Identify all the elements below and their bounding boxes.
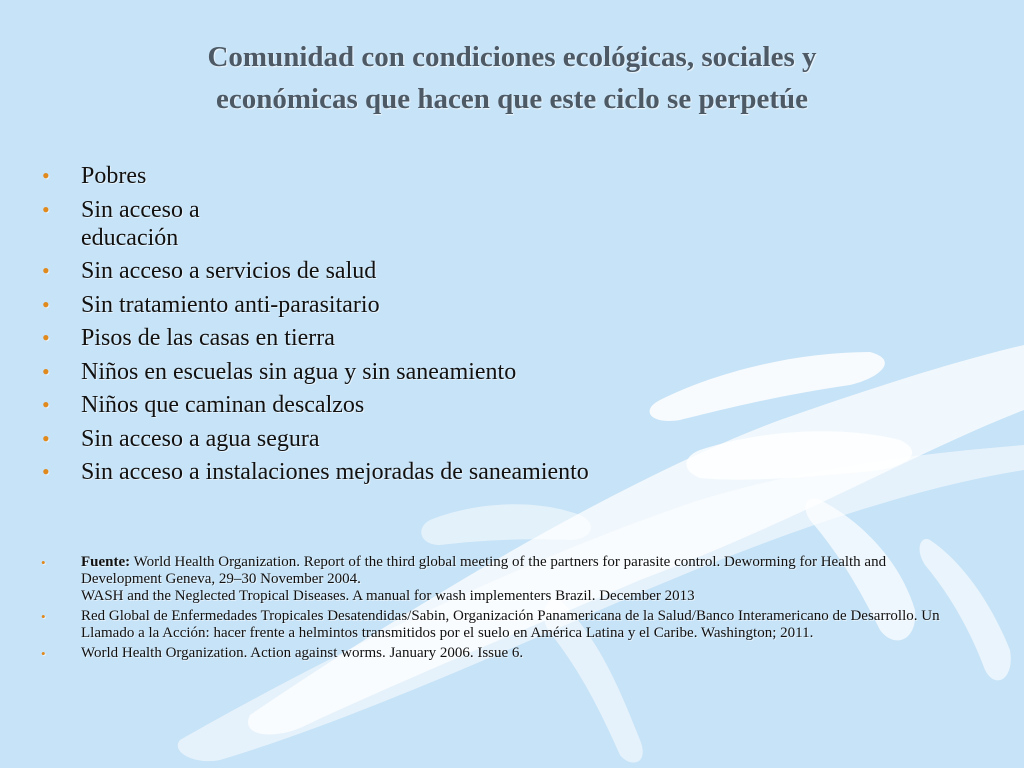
reference-label: Fuente: [81, 554, 131, 570]
bullet-icon: • [41, 555, 46, 570]
list-item: • Sin acceso a servicios de salud [42, 258, 377, 284]
bullet-icon: • [42, 258, 50, 283]
bullet-icon: • [41, 646, 46, 661]
slide-title [100, 36, 924, 120]
bullet-icon: • [42, 163, 50, 188]
list-item: • Pisos de las casas en tierra [42, 325, 335, 351]
bullet-icon: • [42, 325, 50, 350]
list-item: • Sin acceso a educación [42, 196, 200, 251]
bullet-icon: • [42, 392, 50, 417]
title-line-2: económicas que hacen que este ciclo se perpetúe [216, 83, 808, 115]
list-item: • Niños en escuelas sin agua y sin saneamiento [42, 358, 517, 385]
bullet-icon: • [42, 291, 50, 317]
list-item: • Sin tratamiento anti-parasitario [42, 291, 380, 318]
list-item: • Sin acceso a agua segura [42, 425, 320, 452]
bullet-icon: • [42, 196, 50, 222]
references-list [40, 554, 970, 665]
title-line-1: Comunidad con condiciones ecológicas, sociales y [207, 41, 817, 73]
reference-item: • World Health Organization. Action against worms. January 2006. Issue 6. [41, 645, 524, 661]
bullet-list [40, 162, 740, 492]
bullet-icon: • [42, 358, 50, 384]
bullet-icon: • [42, 459, 50, 484]
bullet-icon: • [41, 609, 46, 624]
reference-item: • Fuente: World Health Organization. Report of the third global meeting of the partners for parasite control. Deworming for Health and Development Geneva, 29–30 November 2004. WASH and the Neglected Tropical Diseases. A manual for wash implementers Brazil. December 2013 [41, 554, 887, 604]
bullet-icon: • [42, 425, 50, 451]
list-item: • Pobres [42, 163, 147, 189]
reference-item: • Red Global de Enfermedades Tropicales Desatendidas/Sabin, Organización Panamericana de la Salud/Banco Interamericano de Desarrollo. Un Llamado a la Acción: hacer frente a helmintos transmitidos por el suelo en América Latina y el Caribe. Washington; 2011. [41, 608, 940, 641]
list-item: • Niños que caminan descalzos [42, 392, 365, 418]
list-item: • Sin acceso a instalaciones mejoradas de saneamiento [42, 459, 589, 485]
